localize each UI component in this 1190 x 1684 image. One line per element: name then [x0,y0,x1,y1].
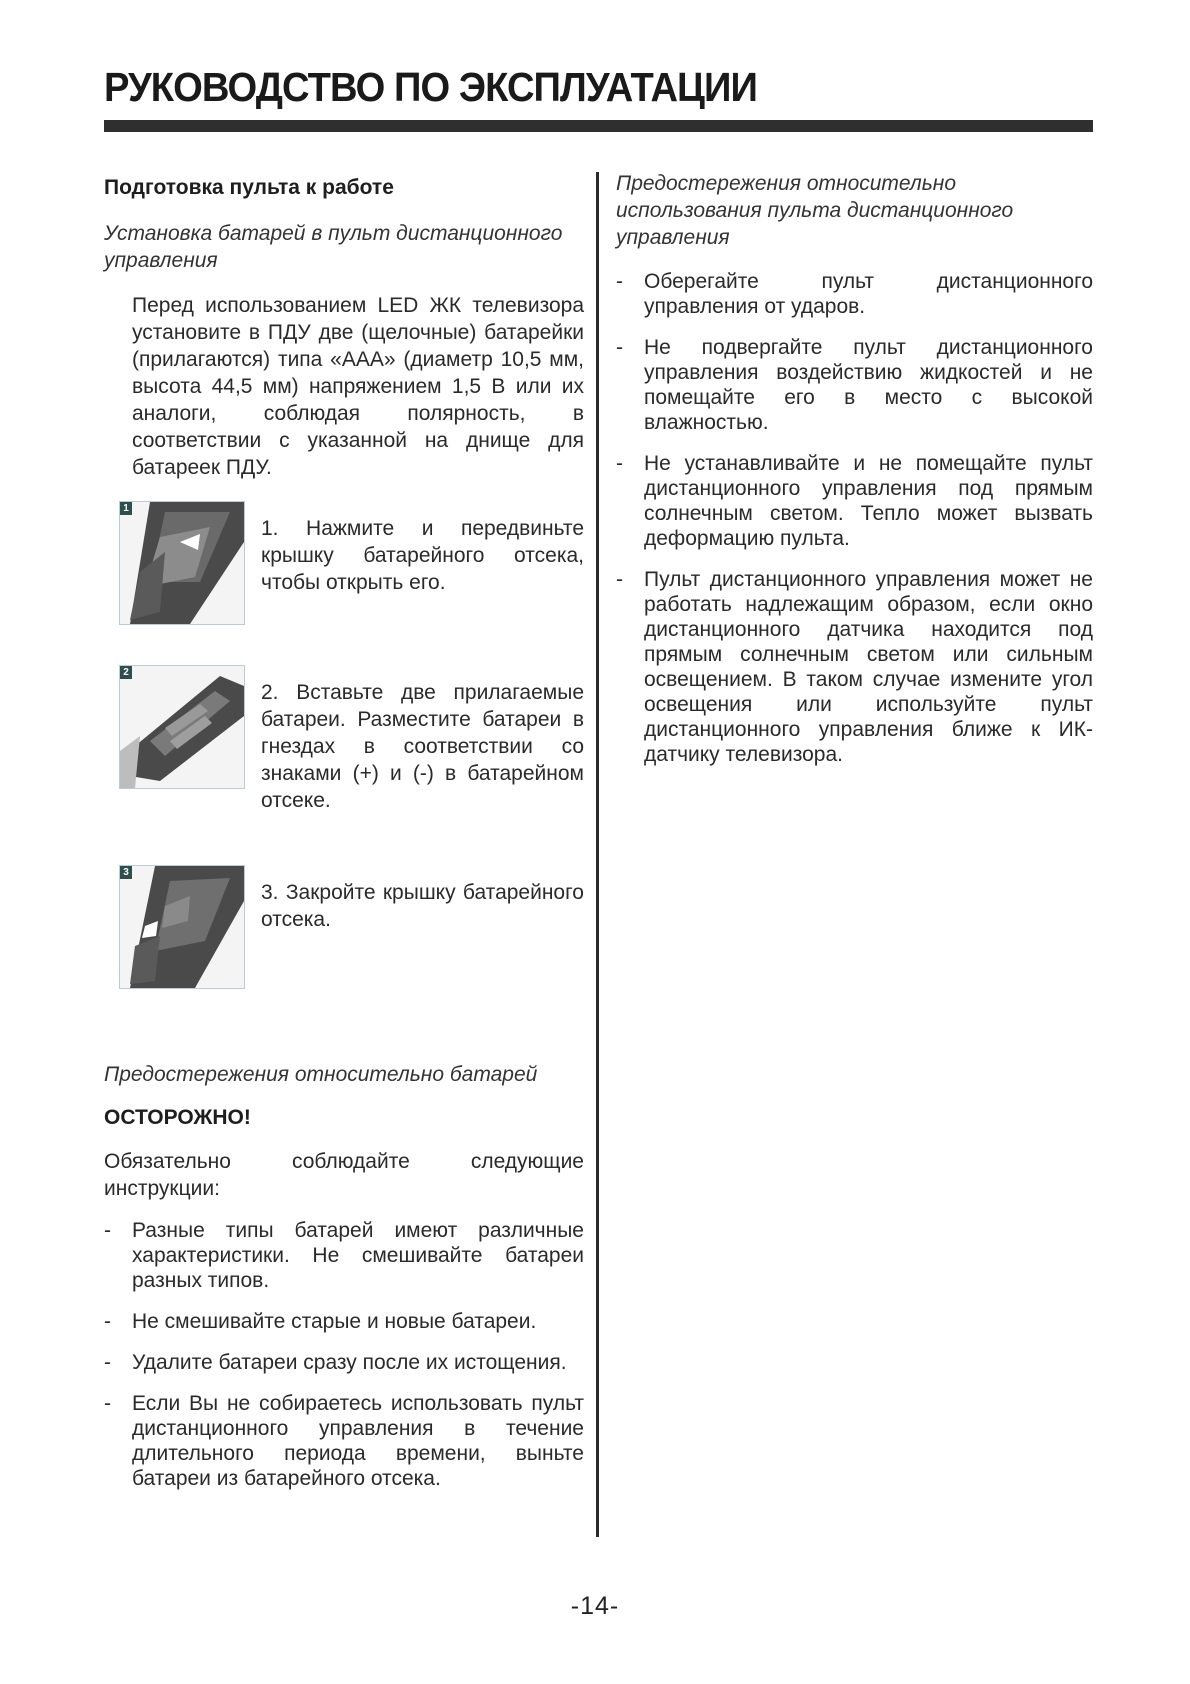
remote-insert-batteries-image [120,666,244,788]
list-item: - Не устанавливайте и не помещайте пульт дистанционного управления под прямым солнечным светом. Тепло может вызвать деформацию пульта. [616,451,1093,551]
steps-list [104,501,584,1041]
list-item: - Не подвергайте пульт дистанционного управления воздействию жидкостей и не помещайте его в место с высокой влажностью. [616,335,1093,435]
step-badge: 3 [120,866,132,879]
step-badge: 2 [120,666,132,679]
step-2-illustration [119,665,245,789]
remote-caution-list [616,269,1093,767]
list-item: - Разные типы батарей имеют различные характеристики. Не смешивайте батареи разных типов. [104,1218,584,1293]
list-item: - Если Вы не собираетесь использовать пульт дистанционного управления в течение длительного периода времени, выньте батареи из батарейного отсека. [104,1391,584,1491]
list-item: - Удалите батареи сразу после их истощения. [104,1350,584,1375]
step-1-illustration [119,501,245,625]
intro-text: Перед использованием LED ЖК телевизора установите в ПДУ две (щелочные) батарейки (прилагаются) типа «ААА» (диаметр 10,5 мм, высота 44,5 мм) напряжением 1,5 В или их аналоги, соблюдая полярность, в соответствии с указанной на днище для батареек ПДУ. [132,294,584,479]
remote-close-cover-image [120,866,244,988]
step-3-text: 3. Закройте крышку батарейного отсека. [261,881,584,931]
remote-caution-heading: Предостережения относительно использования пульта дистанционного управления [616,172,1014,249]
list-item: - Не смешивайте старые и новые батареи. [104,1309,584,1334]
title-underline-bar [104,120,1093,132]
battery-caution-heading: Предостережения относительно батарей [104,1063,538,1086]
column-divider [596,172,599,1537]
section-title: Подготовка пульта к работе [104,176,394,199]
battery-caution-list [104,1218,584,1491]
right-column [616,170,1093,783]
caution-intro: Обязательно соблюдайте следующие инструкции: [104,1150,584,1200]
page-number: -14- [570,1592,620,1620]
caution-label: ОСТОРОЖНО! [104,1106,251,1129]
step-badge: 1 [120,502,132,515]
step-2-text: 2. Вставьте две прилагаемые батареи. Разместите батареи в гнездах в соответствии со знаками (+) и (-) в батарейном отсеке. [261,681,584,812]
left-column [104,170,584,1507]
remote-open-cover-image [120,502,244,624]
list-item: - Пульт дистанционного управления может не работать надлежащим образом, если окно дистанционного датчика находится под прямым солнечным светом или сильным освещением. В таком случае измените угол освещения или используйте пульт дистанционного управления ближе к ИК- датчику телевизора. [616,567,1093,767]
page-title: РУКОВОДСТВО ПО ЭКСПЛУАТАЦИИ [104,64,757,110]
list-item: - Оберегайте пульт дистанционного управления от ударов. [616,269,1093,319]
step-1-text: 1. Нажмите и передвиньте крышку батарейного отсека, чтобы открыть его. [261,517,584,594]
install-heading: Установка батарей в пульт дистанционного управления [104,222,563,272]
step-3-illustration [119,865,245,989]
